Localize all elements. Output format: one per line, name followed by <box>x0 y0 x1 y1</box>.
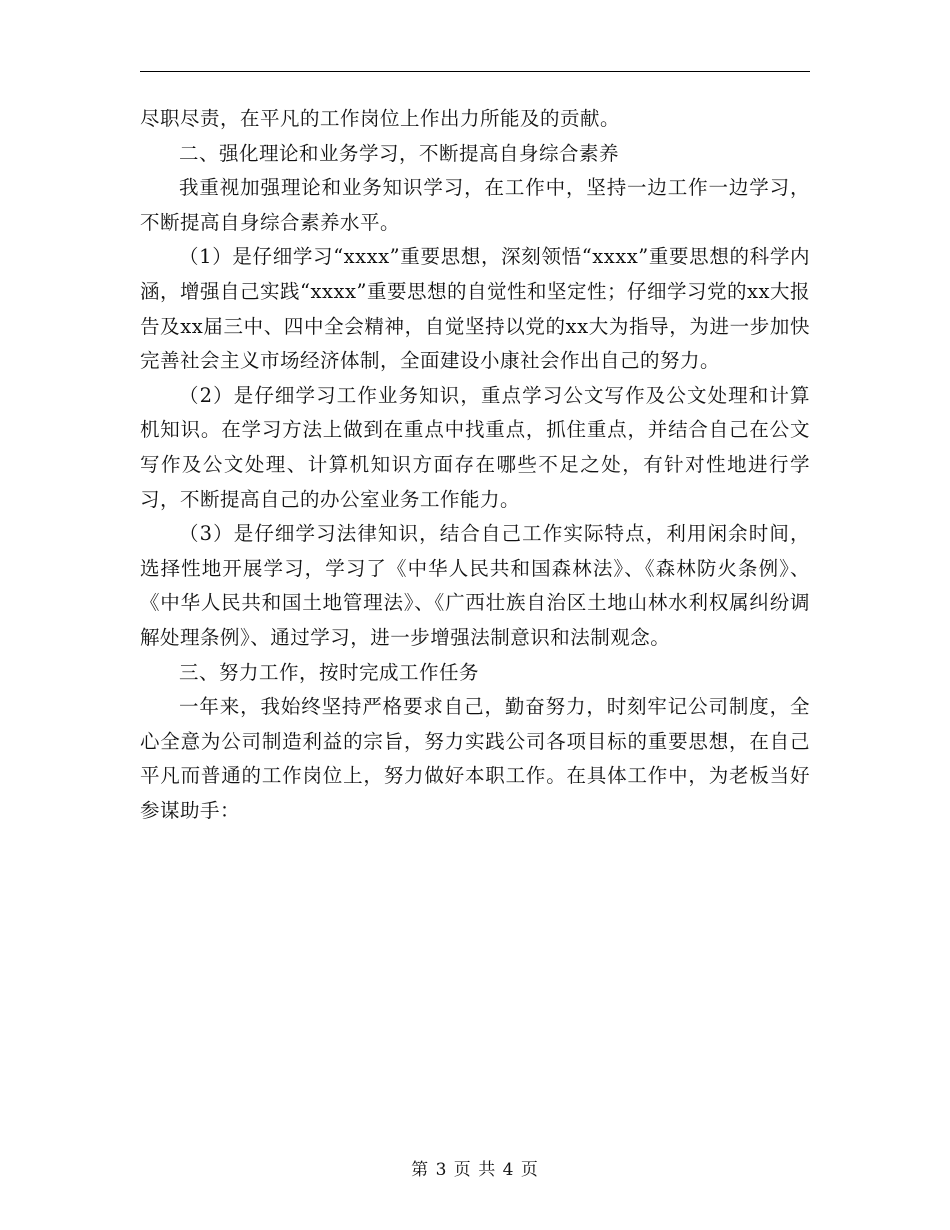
paragraph-item-3: （3）是仔细学习法律知识，结合自己工作实际特点，利用闲余时间，选择性地开展学习，学习了《中华人民共和国森林法》、《森林防火条例》、《中华人民共和国土地管理法》、《广西壮族自治区土地山林水利权属纠纷调解处理条例》、通过学习，进一步增强法制意识和法制观念。 <box>140 522 810 649</box>
header-rule <box>140 71 810 72</box>
document-body <box>140 102 810 828</box>
page-number-label: 第 3 页 共 4 页 <box>411 1160 539 1180</box>
page-footer <box>0 1155 950 1180</box>
paragraph-continuation: 尽职尽责，在平凡的工作岗位上作出力所能及的贡献。 <box>140 107 621 130</box>
section-heading-2: 二、强化理论和业务学习，不断提高自身综合素养 <box>179 141 620 165</box>
paragraph-study-intro: 我重视加强理论和业务知识学习，在工作中，坚持一边工作一边学习，不断提高自身综合素养水平。 <box>140 176 810 234</box>
paragraph-work-summary: 一年来，我始终坚持严格要求自己，勤奋努力，时刻牢记公司制度，全心全意为公司制造利益的宗旨，努力实践公司各项目标的重要思想，在自己平凡而普通的工作岗位上，努力做好本职工作。在具体工作中，为老板当好参谋助手： <box>140 695 810 822</box>
paragraph-item-1: （1）是仔细学习“xxxx”重要思想，深刻领悟“xxxx”重要思想的科学内涵，增强自己实践“xxxx”重要思想的自觉性和坚定性；仔细学习党的xx大报告及xx届三中、四中全会精神，自觉坚持以党的xx大为指导，为进一步加快完善社会主义市场经济体制，全面建设小康社会作出自己的努力。 <box>140 245 810 373</box>
section-heading-3: 三、努力工作，按时完成工作任务 <box>179 660 480 684</box>
paragraph-item-2: （2）是仔细学习工作业务知识，重点学习公文写作及公文处理和计算机知识。在学习方法上做到在重点中找重点，抓住重点，并结合自己在公文写作及公文处理、计算机知识方面存在哪些不足之处，有针对性地进行学习，不断提高自己的办公室业务工作能力。 <box>140 383 810 511</box>
